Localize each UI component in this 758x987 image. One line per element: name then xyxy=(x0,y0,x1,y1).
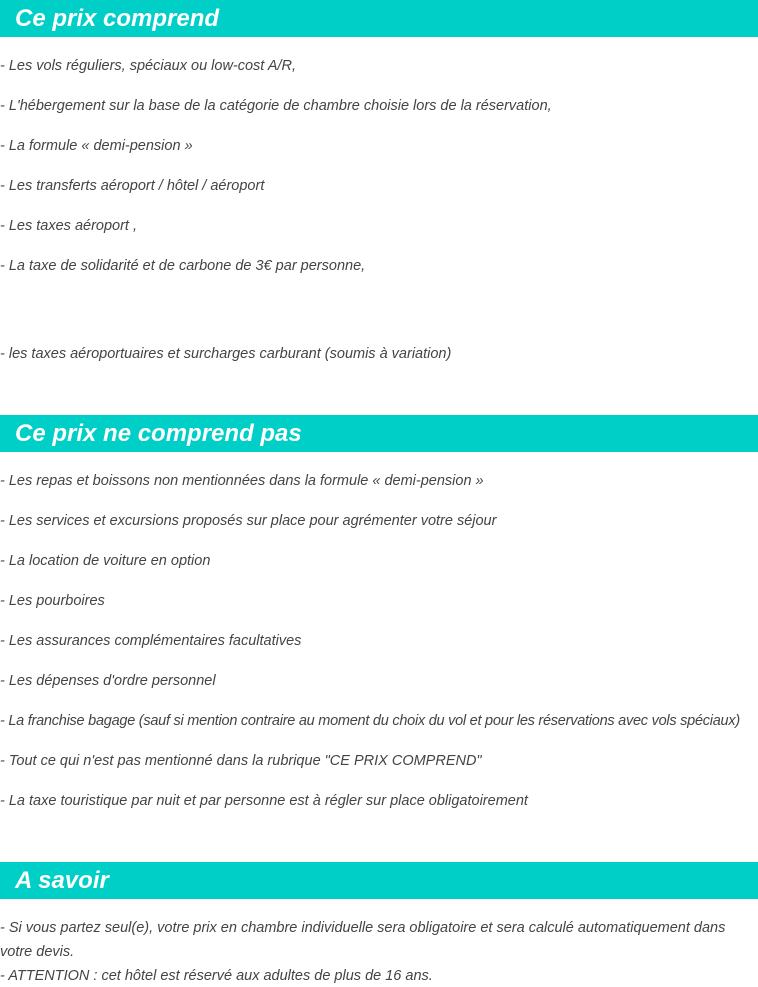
excluded-item: - La taxe touristique par nuit et par personne est à régler sur place obligatoirement xyxy=(0,793,528,809)
section-title-excluded: Ce prix ne comprend pas xyxy=(15,420,302,447)
included-item: - Les taxes aéroport , xyxy=(0,218,138,234)
excluded-item: - La franchise bagage (sauf si mention contraire au moment du choix du vol et pour les réservations avec vols spéciaux) xyxy=(0,713,740,729)
section-title-included: Ce prix comprend xyxy=(15,5,220,32)
section-header-info xyxy=(0,862,758,899)
included-item: - L'hébergement sur la base de la catégorie de chambre choisie lors de la réservation, xyxy=(0,98,552,114)
info-item: - Si vous partez seul(e), votre prix en chambre individuelle sera obligatoire et sera calculé automatiquement dans votre devis. xyxy=(0,920,726,960)
excluded-item: - Les pourboires xyxy=(0,593,105,609)
info-item: - ATTENTION : cet hôtel est réservé aux adultes de plus de 16 ans. xyxy=(0,968,433,984)
included-item: - La formule « demi-pension » xyxy=(0,138,193,154)
excluded-item: - Les repas et boissons non mentionnées dans la formule « demi-pension » xyxy=(0,473,484,489)
included-item: - La taxe de solidarité et de carbone de 3€ par personne, xyxy=(0,258,366,274)
section-header-excluded xyxy=(0,415,758,452)
excluded-item: - Les services et excursions proposés sur place pour agrémenter votre séjour xyxy=(0,513,497,529)
excluded-item: - La location de voiture en option xyxy=(0,553,211,569)
section-title-info: A savoir xyxy=(15,867,109,894)
included-item: - Les transferts aéroport / hôtel / aéroport xyxy=(0,178,265,194)
included-item: - Les vols réguliers, spéciaux ou low-cost A/R, xyxy=(0,58,297,74)
excluded-item: - Les assurances complémentaires facultatives xyxy=(0,633,302,649)
section-header-included xyxy=(0,0,758,37)
included-item: - les taxes aéroportuaires et surcharges carburant (soumis à variation) xyxy=(0,346,452,362)
excluded-item: - Tout ce qui n'est pas mentionné dans la rubrique "CE PRIX COMPREND" xyxy=(0,753,482,769)
excluded-item: - Les dépenses d'ordre personnel xyxy=(0,673,216,689)
